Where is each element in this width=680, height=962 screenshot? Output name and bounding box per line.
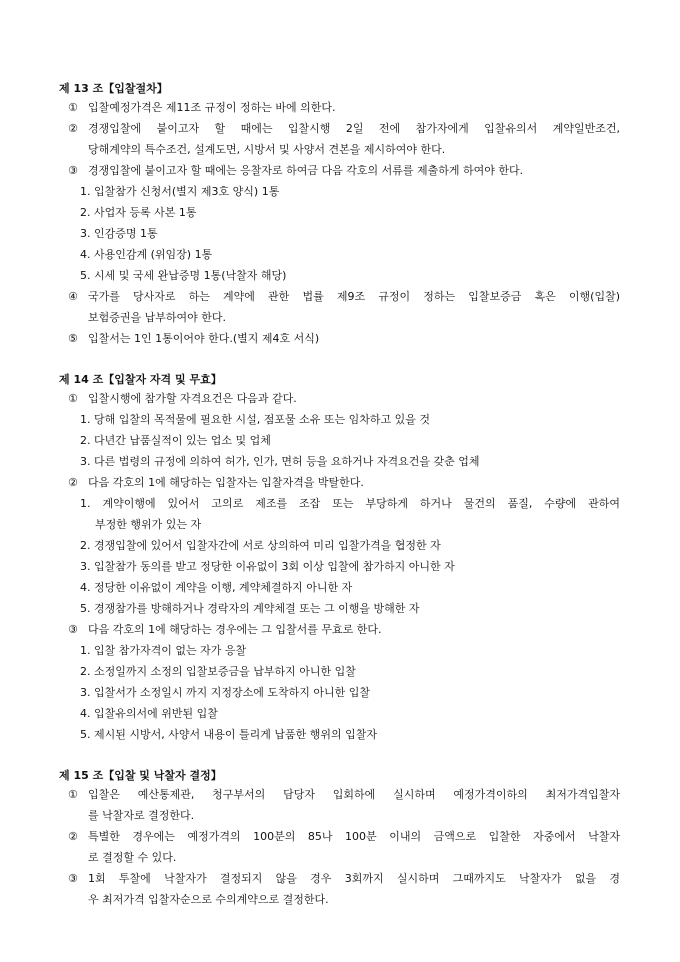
article-14-clause-2 xyxy=(68,476,364,490)
article-13-item-1: 1. 입찰참가 신청서(별지 제3호 양식) 1통 xyxy=(80,185,280,198)
clause-text: 경쟁입찰에 붙이고자 할 때에는 응찰자로 하여금 다음 각호의 서류를 제출하게 하여야 한다. xyxy=(88,164,524,177)
article-14-clause-3 xyxy=(68,623,382,637)
article-15-clause-1-continued: 를 낙찰자로 결정한다. xyxy=(88,809,195,822)
clause-text: 입찰시행에 참가할 자격요건은 다음과 같다. xyxy=(88,392,297,405)
clause-text: 입찰은 예산통제관, 청구부서의 담당자 입회하에 실시하며 예정가격이하의 최저가격입찰자 xyxy=(88,788,620,801)
clause-marker: ① xyxy=(68,392,78,405)
article-13-clause-3 xyxy=(68,164,523,178)
article-15-clause-2 xyxy=(68,830,620,844)
article-13-clause-4 xyxy=(68,290,620,304)
clause-marker: ③ xyxy=(68,872,78,885)
article-14-invalid-3: 3. 입찰서가 소정일시 까지 지정장소에 도착하지 아니한 입찰 xyxy=(80,686,370,699)
article-14-clause-1 xyxy=(68,392,297,406)
article-14-disqualification-1: 1. 계약이행에 있어서 고의로 제조를 조잡 또는 부당하게 하거나 물건의 품질, 수량에 관하여 xyxy=(80,497,620,510)
article-13-clause-4-continued: 보험증권을 납부하여야 한다. xyxy=(88,311,227,324)
clause-text: 국가를 당사자로 하는 계약에 관한 법률 제9조 규정이 정하는 입찰보증금 혹은 이행(입찰) xyxy=(88,290,620,303)
article-13-clause-5 xyxy=(68,332,319,346)
article-13-item-4: 4. 사용인감계 (위임장) 1통 xyxy=(80,248,213,261)
article-13-item-5: 5. 시세 및 국세 완납증명 1통(낙찰자 해당) xyxy=(80,269,287,282)
article-14-invalid-1: 1. 입찰 참가자격이 없는 자가 응찰 xyxy=(80,644,247,657)
clause-text: 1회 투찰에 낙찰자가 결정되지 않을 경우 3회까지 실시하며 그때까지도 낙찰자가 없을 경 xyxy=(88,872,620,885)
article-14-disqualification-4: 4. 정당한 이유없이 계약을 이행, 계약체결하지 아니한 자 xyxy=(80,581,353,594)
article-15-heading: 제 15 조【입찰 및 낙찰자 결정】 xyxy=(59,769,222,782)
clause-text: 다음 각호의 1에 해당하는 경우에는 그 입찰서를 무효로 한다. xyxy=(88,623,382,636)
clause-text: 경쟁입찰에 붙이고자 할 때에는 입찰시행 2일 전에 참가자에게 입찰유의서 계약일반조건, xyxy=(88,122,620,135)
clause-text: 입찰예정가격은 제11조 규정이 정하는 바에 의한다. xyxy=(88,101,336,114)
article-13-item-2: 2. 사업자 등록 사본 1통 xyxy=(80,206,197,219)
article-14-invalid-4: 4. 입찰유의서에 위반된 입찰 xyxy=(80,707,218,720)
article-14-invalid-2: 2. 소정일까지 소정의 입찰보증금을 납부하지 아니한 입찰 xyxy=(80,665,356,678)
clause-marker: ③ xyxy=(68,164,78,177)
article-14-disqualification-3: 3. 입찰참가 동의를 받고 정당한 이유없이 3회 이상 입찰에 참가하지 아니한 자 xyxy=(80,560,455,573)
article-15-clause-3 xyxy=(68,872,620,886)
clause-marker: ④ xyxy=(68,290,78,303)
article-14-qualification-2: 2. 다년간 납품실적이 있는 업소 및 업체 xyxy=(80,434,271,447)
article-13-clause-2-continued: 당해계약의 특수조건, 설계도면, 시방서 및 사양서 견본을 제시하여야 한다. xyxy=(88,143,446,156)
article-14-heading: 제 14 조【입찰자 자격 및 무효】 xyxy=(59,373,222,386)
clause-marker: ② xyxy=(68,122,78,135)
clause-marker: ① xyxy=(68,101,78,114)
clause-marker: ② xyxy=(68,476,78,489)
article-15-clause-3-continued: 우 최저가격 입찰자순으로 수의계약으로 결정한다. xyxy=(88,893,329,906)
clause-text: 입찰서는 1인 1통이어야 한다.(별지 제4호 서식) xyxy=(88,332,320,345)
clause-text: 다음 각호의 1에 해당하는 입찰자는 입찰자격을 박탈한다. xyxy=(88,476,364,489)
article-15-clause-2-continued: 로 결정할 수 있다. xyxy=(88,851,177,864)
article-14-disqualification-2: 2. 경쟁입찰에 있어서 입찰자간에 서로 상의하여 미리 입찰가격을 협정한 자 xyxy=(80,539,441,552)
article-15-clause-1 xyxy=(68,788,620,802)
article-14-invalid-5: 5. 제시된 시방서, 사양서 내용이 틀리게 납품한 행위의 입찰자 xyxy=(80,728,377,741)
clause-marker: ② xyxy=(68,830,78,843)
article-14-disqualification-5: 5. 경쟁참가를 방해하거나 경락자의 계약체결 또는 그 이행을 방해한 자 xyxy=(80,602,420,615)
clause-marker: ③ xyxy=(68,623,78,636)
article-13-heading: 제 13 조【입찰절차】 xyxy=(59,82,168,95)
clause-text: 특별한 경우에는 예정가격의 100분의 85나 100분 이내의 금액으로 입찰한 자중에서 낙찰자 xyxy=(88,830,620,843)
article-14-disqualification-1-continued: 부정한 행위가 있는 자 xyxy=(95,518,202,531)
clause-marker: ① xyxy=(68,788,78,801)
article-13-item-3: 3. 인감증명 1통 xyxy=(80,227,158,240)
article-14-qualification-1: 1. 당해 입찰의 목적물에 필요한 시설, 점포물 소유 또는 임차하고 있을 것 xyxy=(80,413,430,426)
article-13-clause-1 xyxy=(68,101,336,115)
article-14-qualification-3: 3. 다른 법령의 규정에 의하여 허가, 인가, 면허 등을 요하거나 자격요건을 갖춘 업체 xyxy=(80,455,480,468)
article-13-clause-2 xyxy=(68,122,620,136)
clause-marker: ⑤ xyxy=(68,332,78,345)
